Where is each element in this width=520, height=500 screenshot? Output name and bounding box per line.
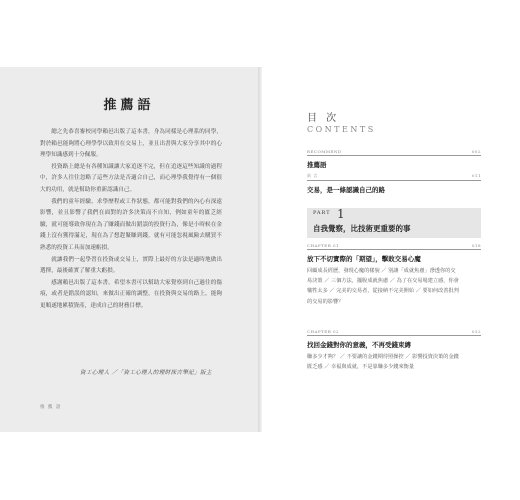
foreword-paragraph: 感謝賴邑出版了這本書，希望本書可以幫助大家覺察到自己過往的傷痕，或者是錯誤的認知，來做出正確的調整，在投資與交易的路上，能夠更順遂地累積資產，達成自己的財務目標。 — [40, 279, 222, 309]
part-label: PART — [313, 210, 331, 216]
chapter-page: 018 — [471, 243, 481, 248]
foreword-paragraph: 投資路上總是有各種知識讓大家追逐不完，但在追逐這些知識的過程中，許多人往往忽略了這些方法是否適合自己，而心理學我覺得有一個很大的功用，就是幫助你重新認識自己。 — [40, 163, 222, 193]
toc-entry-label: 前 言 — [307, 173, 318, 178]
toc-chapter[interactable] — [307, 329, 481, 372]
part-number: 1 — [337, 207, 345, 221]
toc-heading-en: CONTENTS — [307, 125, 376, 134]
toc-entry-page: 002 — [471, 149, 481, 154]
foreword-paragraph: 總之先恭喜審校同學賴邑出版了這本書，身為同樣是心理系的同學，對於賴邑能夠將心理學學以致用在交易上，並且出書與大家分享其中的心理學知識感到十分佩服。 — [40, 129, 222, 159]
left-page-foreword — [0, 67, 258, 432]
toc-entry-page: 011 — [471, 173, 481, 178]
toc-entry-title: 推薦語 — [307, 161, 327, 169]
chapter-page: 032 — [471, 329, 481, 334]
toc-entry-title: 交易，是一條認識自己的路 — [307, 186, 385, 194]
chapter-label: CHAPTER 01 — [307, 243, 340, 248]
chapter-description: 賺多少才夠？ ／ 不要讓的金錢期待照操控 ／ 影響投資決策的金錢 匱乏感 ／ 幸福與成就，不是靠賺多少錢來衡量 — [307, 354, 459, 371]
toc-entry-label: RECOMMEND — [307, 149, 342, 154]
toc-chapter[interactable] — [307, 243, 481, 307]
part-title: 自我覺察，比技術更重要的事 — [313, 224, 411, 233]
foreword-body — [40, 127, 222, 313]
chapter-description: 回顧成長經歷，發現心魔的樣貌 ／ 別讓「成就焦慮」滲透你的交 易決策 ／ 三個方法，擺脫成就焦慮 ／ 為了在交易場建立感，你會 犧牲太多 ／ 完美的交易者，從接納不完美開始 ／ 要如何改善批判 的交易的影響？ — [307, 268, 459, 305]
foreword-paragraph: 就讓我們一起學習在投資或交易上，實際上最好的方法是適時地做出選擇，最後確實了解重大虧損。 — [40, 256, 222, 275]
toc-entry[interactable] — [307, 149, 481, 169]
toc-entry[interactable] — [307, 173, 481, 194]
part-banner — [307, 208, 481, 238]
chapter-title: 放下不切實際的「期望」，擊敗交易心魔 — [307, 255, 421, 263]
foreword-title: 推薦語 — [103, 98, 155, 113]
page-folio: 推 薦 語 — [40, 405, 62, 410]
right-page-toc — [262, 67, 520, 432]
toc-heading: 目 次 — [307, 113, 340, 124]
foreword-signature: 資工心理人 ／「資工心理人的理財探吉筆記」版主 — [80, 370, 212, 376]
chapter-title: 找回金錢對你的意義，不再受錢束縛 — [307, 341, 411, 349]
foreword-paragraph: 我們的童年經驗、求學歷程或工作狀態，都可能對我們的內心有深遠影響，並且影響了我們在面對的許多決策而不自知，例如童年的匱乏經驗，就可能導致你現在為了賺錢而做出錯誤的投資行為，像是小時候在金錢上沒有獲得滿足，現在為了想趕緊賺到錢，就有可能忽視風險去購買不熟悉的投資工具而加速虧損。 — [40, 198, 222, 251]
chapter-label: CHAPTER 02 — [307, 329, 340, 334]
